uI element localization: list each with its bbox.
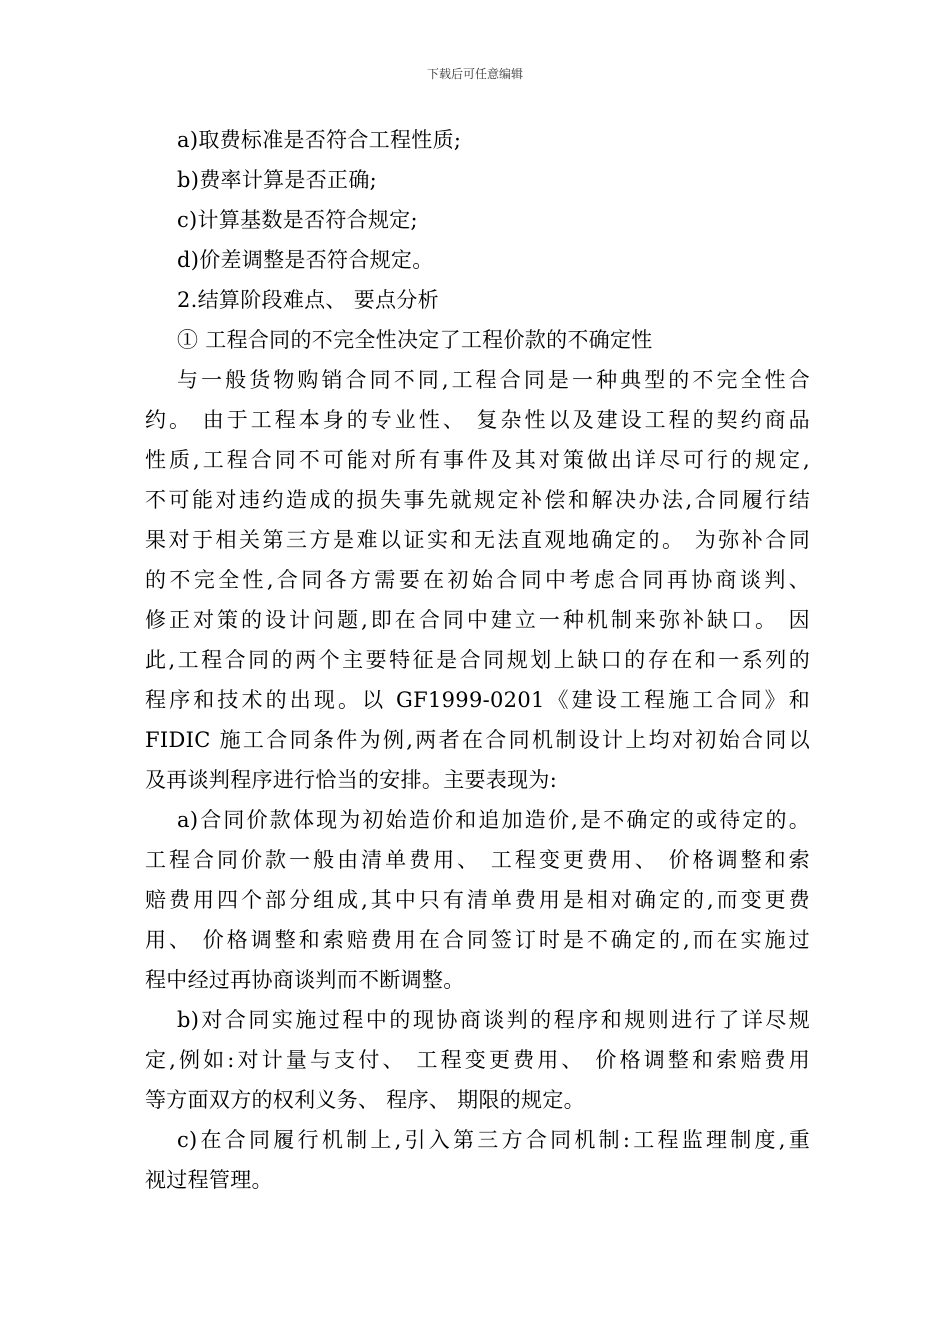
- text-line: 性质,工程合同不可能对所有事件及其对策做出详尽可行的规定,: [145, 448, 810, 472]
- text-line: a)合同价款体现为初始造价和追加造价,是不确定的或待定的。: [177, 808, 810, 832]
- subsection-heading: ① 工程合同的不完全性决定了工程价款的不确定性: [177, 328, 653, 352]
- text-line: 约。 由于工程本身的专业性、 复杂性以及建设工程的契约商品: [145, 408, 810, 432]
- text-line: 及再谈判程序进行恰当的安排。主要表现为:: [145, 768, 558, 792]
- text-line: 程序和技术的出现。以 GF1999-0201《建设工程施工合同》和: [145, 688, 810, 712]
- text-line: 果对于相关第三方是难以证实和无法直观地确定的。 为弥补合同: [145, 528, 810, 552]
- text-line: 的不完全性,合同各方需要在初始合同中考虑合同再协商谈判、: [145, 568, 810, 592]
- text-line: 等方面双方的权利义务、 程序、 期限的规定。: [145, 1088, 585, 1112]
- text-line: 此,工程合同的两个主要特征是合同规划上缺口的存在和一系列的: [145, 648, 810, 672]
- text-line: c)在合同履行机制上,引入第三方合同机制:工程监理制度,重: [177, 1128, 810, 1152]
- text-line: 定,例如:对计量与支付、 工程变更费用、 价格调整和索赔费用: [145, 1048, 810, 1072]
- text-line: 修正对策的设计问题,即在合同中建立一种机制来弥补缺口。 因: [145, 608, 810, 632]
- text-line: b)对合同实施过程中的现协商谈判的程序和规则进行了详尽规: [177, 1008, 810, 1032]
- text-line: 赔费用四个部分组成,其中只有清单费用是相对确定的,而变更费: [145, 888, 810, 912]
- text-line: a)取费标准是否符合工程性质;: [177, 128, 462, 152]
- text-line: FIDIC 施工合同条件为例,两者在合同机制设计上均对初始合同以: [145, 728, 810, 752]
- text-line: b)费率计算是否正确;: [177, 168, 378, 192]
- text-line: 与一般货物购销合同不同,工程合同是一种典型的不完全性合: [177, 368, 810, 392]
- text-line: c)计算基数是否符合规定;: [177, 208, 418, 232]
- text-line: 程中经过再协商谈判而不断调整。: [145, 968, 465, 992]
- text-line: 视过程管理。: [145, 1168, 273, 1192]
- page-header: 下载后可任意编辑: [426, 67, 523, 81]
- section-heading: 2.结算阶段难点、 要点分析: [177, 288, 439, 312]
- text-line: 不可能对违约造成的损失事先就规定补偿和解决办法,合同履行结: [145, 488, 810, 512]
- text-line: 用、 价格调整和索赔费用在合同签订时是不确定的,而在实施过: [145, 928, 810, 952]
- text-line: d)价差调整是否符合规定。: [177, 248, 434, 272]
- document-body: [145, 120, 810, 1200]
- text-line: 工程合同价款一般由清单费用、 工程变更费用、 价格调整和索: [145, 848, 810, 872]
